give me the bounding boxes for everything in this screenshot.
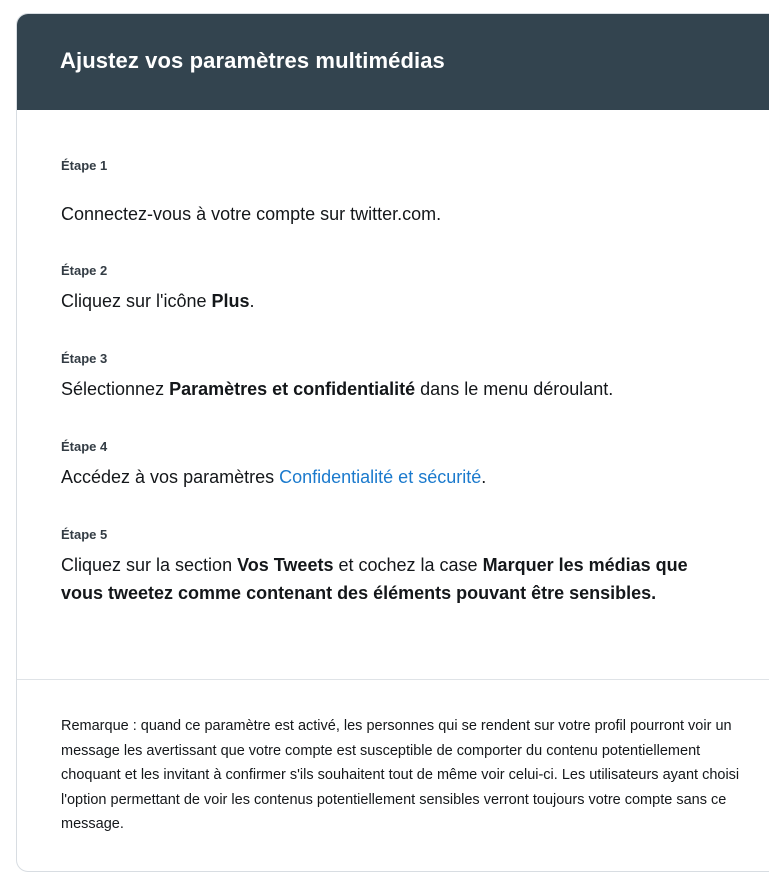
step-2-label: Étape 2 [61,263,108,278]
step-2-text-part: . [249,291,255,311]
step-1-label: Étape 1 [61,158,108,173]
your-tweets-term: Vos Tweets [237,555,334,575]
plus-term: Plus [211,291,250,311]
step-4-text [61,463,721,491]
step-3-text-part: Sélectionnez [61,379,170,399]
step-5-text-part: et cochez la case [333,555,483,575]
step-2-text [61,287,721,315]
step-4-label: Étape 4 [61,439,108,454]
step-3-label: Étape 3 [61,351,108,366]
mark-media-sensitive-term: Marquer les médias que vous tweetez comme contenant des éléments pouvant être sensibles. [61,555,688,603]
step-1-text-part: Connectez-vous à votre compte sur twitter.com. [61,204,442,224]
privacy-security-link[interactable]: Confidentialité et sécurité [279,467,482,487]
step-4-text-part: . [481,467,487,487]
step-5-text [61,551,721,607]
card-header [17,14,769,110]
step-3-text [61,375,721,403]
step-3-text-part: dans le menu déroulant. [415,379,614,399]
step-5-label: Étape 5 [61,527,108,542]
step-5-text-part: Cliquez sur la section [61,555,238,575]
step-2-text-part: Cliquez sur l'icône [61,291,212,311]
section-divider [17,679,769,680]
step-1-text [61,200,721,228]
sensitive-media-note: Remarque : quand ce paramètre est activé, les personnes qui se rendent sur votre profil pourront voir un message les avertissant que votre compte est susceptible de comporter du contenu potentiellement choquant et les invitant à confirmer s'ils souhaitent tout de même voir celui-ci. Les utilisateurs ayant choisi l'option permettant de voir les contenus potentiellement sensibles verront toujours votre compte sans ce message. [61,718,740,832]
settings-privacy-term: Paramètres et confidentialité [169,379,416,399]
instructions-card [16,13,769,872]
page-title: Ajustez vos paramètres multimédias [60,48,445,73]
steps-list [17,110,769,680]
step-4-text-part: Accédez à vos paramètres [61,467,280,487]
